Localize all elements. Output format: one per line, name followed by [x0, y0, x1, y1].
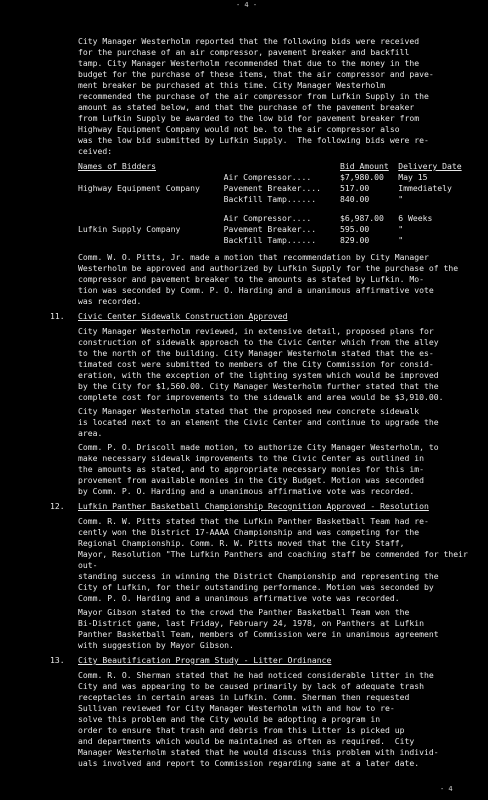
text-line: uals involved and report to Commission regarding same at a later date.: [78, 758, 420, 768]
item-paragraph: [78, 670, 474, 769]
item-number: 13.: [50, 655, 65, 665]
text-line: construction of sidewalk approach to the Civic Center which from the alley: [78, 337, 439, 347]
text-line: Panther Basketball Team, members of Commission were in unanimous agreement: [78, 629, 439, 639]
text-line: is located next to an element the Civic Center and continue to upgrade the: [78, 417, 439, 427]
text-line: compressor and pavement breaker to the amounts as stated by Lufkin. Mo-: [78, 274, 424, 284]
item-paragraph: [78, 326, 474, 403]
text-line: area.: [78, 428, 103, 438]
text-line: and departments which would be maintained as often as required. City: [78, 736, 415, 746]
motion-paragraph: [78, 252, 474, 307]
header-bidders: Names of Bidders: [78, 161, 156, 171]
text-line: City and was appearing to be caused primarily by lack of adequate trash: [78, 681, 424, 691]
page-number-bottom: - 4: [440, 785, 453, 793]
bid-row: [78, 213, 474, 224]
item-number: 12.: [50, 501, 65, 511]
item-title: Civic Center Sidewalk Construction Approved: [78, 311, 288, 321]
bid-item: Pavement Breaker...: [223, 224, 317, 234]
text-line: Comm. W. O. Pitts, Jr. made a motion that recommendation by City Manager: [78, 252, 429, 262]
text-line: the amounts as stated, and to appropriate necessary monies for this im-: [78, 464, 424, 474]
bid-amount: 840.00: [340, 194, 370, 204]
text-line: Highway Equipment Company would not be. to the air compressor also: [78, 124, 400, 134]
item-paragraph: [78, 442, 474, 497]
bid-amount: 517.00: [340, 183, 370, 193]
header-bid-amount: Bid Amount: [340, 161, 389, 171]
bid-amount: 595.00: [340, 224, 370, 234]
text-line: recommended the purchase of the air compressor from Lufkin Supply in the: [78, 91, 429, 101]
minutes-page: [50, 36, 474, 772]
bid-row: [78, 172, 474, 183]
text-line: by Comm. P. O. Harding and a unanimous affirmative vote was recorded.: [78, 486, 415, 496]
item-paragraph: [78, 516, 474, 604]
text-line: budget for the purchase of these items, that the air compressor and pave-: [78, 69, 434, 79]
delivery-date: 6 Weeks: [398, 213, 433, 223]
bid-row: [78, 235, 474, 246]
text-line: City of Lufkin, for their outstanding performance. Motion was seconded by: [78, 582, 434, 592]
text-line: by the City for $1,560.00. City Manager Westerholm further stated that the: [78, 381, 439, 391]
bid-item: Pavement Breaker....: [223, 183, 322, 193]
bidder-name: Lufkin Supply Company: [78, 224, 181, 234]
agenda-item-13: [50, 655, 474, 769]
text-line: Comm. R. O. Sherman stated that he had noticed considerable litter in the: [78, 670, 434, 680]
bidder-name: Highway Equipment Company: [78, 183, 200, 193]
text-line: Mayor, Resolution "The Lufkin Panthers and coaching staff be commended for their out-: [78, 549, 473, 570]
item-paragraph: [78, 607, 474, 651]
delivery-date: Immediately: [398, 183, 452, 193]
delivery-date: May 15: [398, 172, 428, 182]
text-line: Mayor Gibson stated to the crowd the Panther Basketball Team won the: [78, 607, 410, 617]
text-line: City Manager Westerholm stated that the proposed new concrete sidewalk: [78, 406, 420, 416]
item-paragraph: [78, 406, 474, 439]
item-title: Lufkin Panther Basketball Championship Recognition Approved - Resolution: [78, 501, 429, 511]
text-line: order to ensure that trash and debris from this Litter is picked up: [78, 725, 405, 735]
bids-table: [78, 161, 474, 246]
text-line: with suggestion by Mayor Gibson.: [78, 640, 234, 650]
text-line: to the north of the building. City Manager Westerholm stated that the es-: [78, 348, 434, 358]
bid-amount: $7,980.00: [340, 172, 384, 182]
agenda-item-11: [50, 311, 474, 497]
text-line: Bi-District game, last Friday, February 24, 1978, on Panthers at Lufkin: [78, 618, 424, 628]
bid-row: [78, 194, 474, 205]
text-line: was recorded.: [78, 296, 142, 306]
text-line: Manager Westerholm stated that he would discuss this problem with individ-: [78, 747, 439, 757]
text-line: ceived:: [78, 146, 113, 156]
intro-paragraph: [78, 36, 474, 157]
text-line: Sullivan reviewed for City Manager Westerholm with and how to re-: [78, 703, 395, 713]
text-line: was the low bid submitted by Lufkin Supply. The following bids were re-: [78, 135, 429, 145]
bid-amount: $6,987.00: [340, 213, 384, 223]
header-delivery-date: Delivery Date: [398, 161, 462, 171]
text-line: Comm. P. O. Harding and a unanimous affirmative vote was recorded.: [78, 593, 400, 603]
text-line: City Manager Westerholm reviewed, in extensive detail, proposed plans for: [78, 326, 434, 336]
text-line: Comm. P. O. Driscoll made motion, to authorize City Manager Westerholm, to: [78, 442, 439, 452]
text-line: timated cost were submitted to members of the City Commission for consid-: [78, 359, 434, 369]
item-number: 11.: [50, 311, 65, 321]
text-line: from Lufkin Supply be awarded to the low bid for pavement breaker from: [78, 113, 420, 123]
text-line: receptacles in certain areas in Lufkin. Comm. Sherman then requested: [78, 692, 410, 702]
text-line: ment breaker be purchased at this time. City Manager Westerholm: [78, 80, 385, 90]
text-line: amount as stated below, and that the purchase of the pavement breaker: [78, 102, 415, 112]
bid-item: Air Compressor....: [223, 213, 312, 223]
text-line: make necessary sidewalk improvements to the Civic Center as outlined in: [78, 453, 424, 463]
text-line: Comm. R. W. Pitts stated that the Lufkin Panther Basketball Team had re-: [78, 516, 429, 526]
text-line: cently won the District 17-AAAA Championship and was competing for the: [78, 527, 420, 537]
page-number-top: - 4 -: [236, 1, 258, 9]
bid-item: Backfill Tamp......: [223, 194, 317, 204]
text-line: Regional Championship. Comm. R. W. Pitts moved that the City Staff,: [78, 538, 405, 548]
text-line: eration, with the exception of the lighting system which would be improved: [78, 370, 439, 380]
bid-item: Backfill Tamp......: [223, 235, 317, 245]
bid-row: [78, 183, 474, 194]
text-line: solve this problem and the City would be adopting a program in: [78, 714, 381, 724]
text-line: tamp. City Manager Westerholm recommended that due to the money in the: [78, 58, 420, 68]
bid-item: Air Compressor....: [223, 172, 312, 182]
text-line: City Manager Westerholm reported that the following bids were received: [78, 36, 420, 46]
text-line: tion was seconded by Comm. P. O. Harding and a unanimous affirmative vote: [78, 285, 434, 295]
delivery-date: ": [398, 224, 404, 234]
text-line: complete cost for improvements to the sidewalk and area would be $3,910.00.: [78, 392, 444, 402]
text-line: provement from available monies in the City Budget. Motion was seconded: [78, 475, 424, 485]
text-line: standing success in winning the District Championship and representing the: [78, 571, 439, 581]
delivery-date: ": [398, 194, 404, 204]
item-title: City Beautification Program Study - Litter Ordinance: [78, 655, 332, 665]
delivery-date: ": [398, 235, 404, 245]
agenda-item-12: [50, 501, 474, 651]
bid-amount: 829.00: [340, 235, 370, 245]
text-line: Westerholm be approved and authorized by Lufkin Supply for the purchase of the: [78, 263, 459, 273]
text-line: for the purchase of an air compressor, pavement breaker and backfill: [78, 47, 410, 57]
bid-row: [78, 224, 474, 235]
